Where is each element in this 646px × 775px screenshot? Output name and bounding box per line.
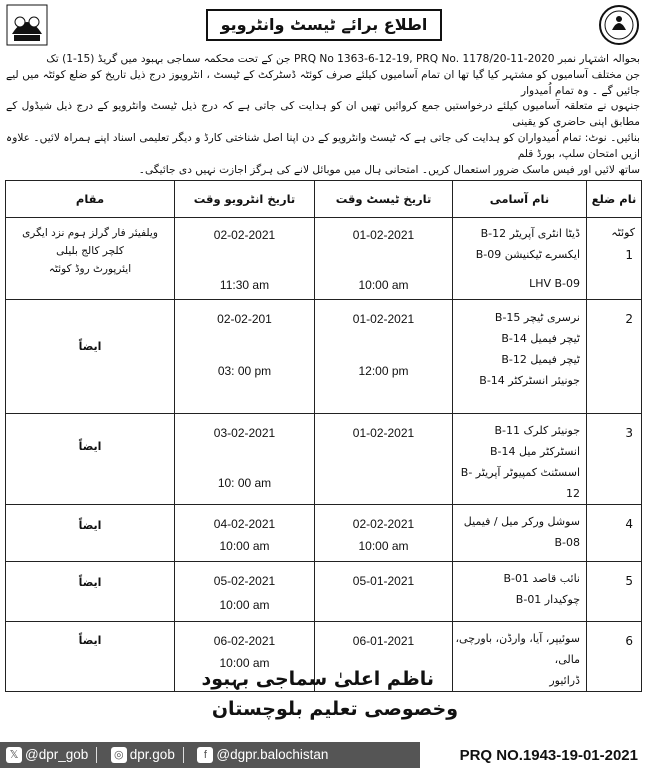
interview-time: 10:00 am [219,656,270,670]
notice-line-2: جن مختلف آسامیوں کو مشتہر کیا گیا تھا ان تمام آسامیوں کیلئے صرف کوئٹہ ڈسٹرکٹ کے ٹیسٹ ، انٹرویوز درج ذیل تاریخ کو ضلع کوئٹہ میں لیے جائیں گے ۔ وہ تمام اُمیدوار [6,68,640,97]
test-cell [315,562,453,622]
notice-line-1b: جن کے تحت محکمہ سماجی بہبود میں گریڈ (15-1) تک [46,53,291,65]
header-interview-date: تاریخ انٹرویو وقت [175,181,315,218]
table-row [6,414,642,505]
posts-cell [453,562,587,622]
venue-ditto: ایضاً [78,340,102,353]
venue-ditto: ایضاً [78,440,102,453]
venue-cell [6,622,175,692]
notice-line-4: بنائیں۔ نوٹ: تمام اُمیدواران کو ہدایت کی جاتی ہے کہ ٹیسٹ وانٹرویو کے دن اپنا اصل شناختی کارڈ و دیگر تعلیمی اسناد اپنے ہمراہ لائیں۔ علاوہ ازیں امتحان سلپ، بورڈ قلم [6,131,640,160]
test-date: 01-02-2021 [352,228,415,242]
post-item: LHV B-09 [529,277,580,290]
notice-text [6,52,640,178]
venue-cell [6,562,175,622]
divider [96,747,97,763]
notice-line-1 [6,52,640,68]
divider [183,747,184,763]
post-item: ڈیٹا انٹری آپریٹر B-12 [480,227,580,240]
post-item: جونیئر انسٹرکٹر B-14 [479,374,580,387]
test-cell [315,505,453,562]
venue-line: ایئرپورٹ روڈ کوئٹہ [48,263,132,275]
table-row [6,562,642,622]
posts-cell [453,414,587,505]
posts-cell [453,218,587,300]
test-date: 01-02-2021 [352,312,415,326]
table-row [6,505,642,562]
table-row [6,218,642,300]
test-cell [315,300,453,414]
post-item: ایکسرے ٹیکنیشن B-09 [475,248,580,261]
signature-line-2: وخصوصی تعلیم بلوچستان [211,698,458,720]
interview-date: 05-02-2021 [213,574,276,588]
test-time: 10:00 am [358,278,409,292]
row-number: 1 [625,248,633,262]
header-district: نام ضلع [587,181,642,218]
test-date: 05-01-2021 [352,574,415,588]
table-header-row [6,181,642,218]
venue-cell [6,414,175,505]
posts-cell [453,300,587,414]
post-item: نرسری ٹیچر B-15 [494,311,580,324]
notice-reference: PRQ No 1363-6-12-19, PRQ No. 1178/20-11-2020 [293,53,555,65]
interview-time: 03: 00 pm [217,364,272,378]
test-date: 06-01-2021 [352,634,415,648]
interview-time: 10:00 am [219,598,270,612]
post-item: سوئیپر، آیا، وارڈن، باورچی، مالی، [455,632,580,666]
interview-date: 02-02-2021 [213,228,276,242]
header-posts: نام آسامی [453,181,587,218]
interview-cell [175,218,315,300]
interview-cell [175,562,315,622]
district-cell [587,414,642,505]
header-venue: مقام [6,181,175,218]
header [0,0,646,50]
venue-ditto: ایضاً [78,634,102,647]
post-item: جونیئر کلرک B-11 [494,424,580,437]
test-date: 01-02-2021 [352,426,415,440]
interview-date: 03-02-2021 [213,426,276,440]
globe-icon: ◎ [111,747,127,763]
post-item: نائب قاصد B-01 [503,572,580,585]
interview-date: 02-02-201 [217,312,272,326]
web-handle: dpr.gob [129,747,175,762]
row-number: 4 [625,517,633,531]
row-number: 3 [625,426,633,440]
government-emblem-icon [6,4,48,46]
interview-time: 10:00 am [219,539,270,553]
prq-number: PRQ NO.1943-19-01-2021 [459,747,638,764]
district-cell [587,218,642,300]
test-cell [315,218,453,300]
interview-date: 04-02-2021 [213,517,276,531]
district-cell [587,562,642,622]
venue-cell [6,218,175,300]
interview-cell [175,414,315,505]
posts-cell [453,505,587,562]
test-time: 10:00 am [358,539,409,553]
notice-line-1a: بحوالہ اشتہار نمبر [557,53,640,65]
test-cell [315,414,453,505]
row-number: 2 [625,312,633,326]
notice-line-5: ساتھ لائیں اور فیس ماسک ضرور استعمال کریں۔ امتحانی ہال میں موبائل لانے کی ہرگز اجازت نہیں دی جائیگی۔ [138,163,640,176]
social-bar [0,742,420,768]
social-welfare-logo-icon [598,4,640,46]
header-test-date: تاریخ ٹیسٹ وقت [315,181,453,218]
venue-line: ویلفیئر فار گرلز ہوم نزد ایگری کلچر کالج بلیلی [22,227,158,257]
twitter-handle: @dpr_gob [25,747,89,762]
twitter-icon: 𝕏 [6,747,22,763]
test-time: 12:00 pm [358,364,409,378]
post-item: انسٹرکٹر میل B-14 [490,445,580,458]
schedule-table [5,180,642,692]
interview-cell [175,300,315,414]
district-name: کوئٹہ [611,226,635,239]
post-item: ٹیچر فیمیل B-12 [501,353,580,366]
test-date: 02-02-2021 [352,517,415,531]
page-title: اطلاع برائے ٹیسٹ وانٹرویو [206,9,442,41]
interview-time: 10: 00 am [217,476,272,490]
venue-cell [6,505,175,562]
district-cell [587,622,642,692]
post-item: ٹیچر فیمیل B-14 [501,332,580,345]
signature-line-1: ناظم اعلیٰ سماجی بہبود [201,668,434,690]
interview-date: 06-02-2021 [213,634,276,648]
row-number: 5 [625,574,633,588]
district-cell [587,300,642,414]
venue-ditto: ایضاً [78,576,102,589]
notice-line-3: جنہوں نے متعلقہ آسامیوں کیلئے درخواستیں جمع کروائیں تھیں ان کو ہدایت کی جاتی ہے کہ درج ذیل ٹیسٹ وانٹرویو کے درج ذیل شیڈول کے مطابق اپنی حاضری کو یقینی [6,100,640,129]
post-item: اسسٹنٹ کمپیوٹر آپریٹر B-12 [460,466,580,500]
facebook-icon: f [197,747,213,763]
posts-cell [453,622,587,692]
facebook-handle: @dgpr.balochistan [216,747,329,762]
table-row [6,300,642,414]
district-cell [587,505,642,562]
post-item: چوکیدار B-01 [515,593,580,606]
post-item: ڈرائیور [549,674,580,687]
interview-cell [175,505,315,562]
post-item: سوشل ورکر میل / فیمیل B-08 [463,515,580,549]
venue-cell [6,300,175,414]
venue-ditto: ایضاً [78,519,102,532]
row-number: 6 [625,634,633,648]
interview-time: 11:30 am [219,278,270,292]
